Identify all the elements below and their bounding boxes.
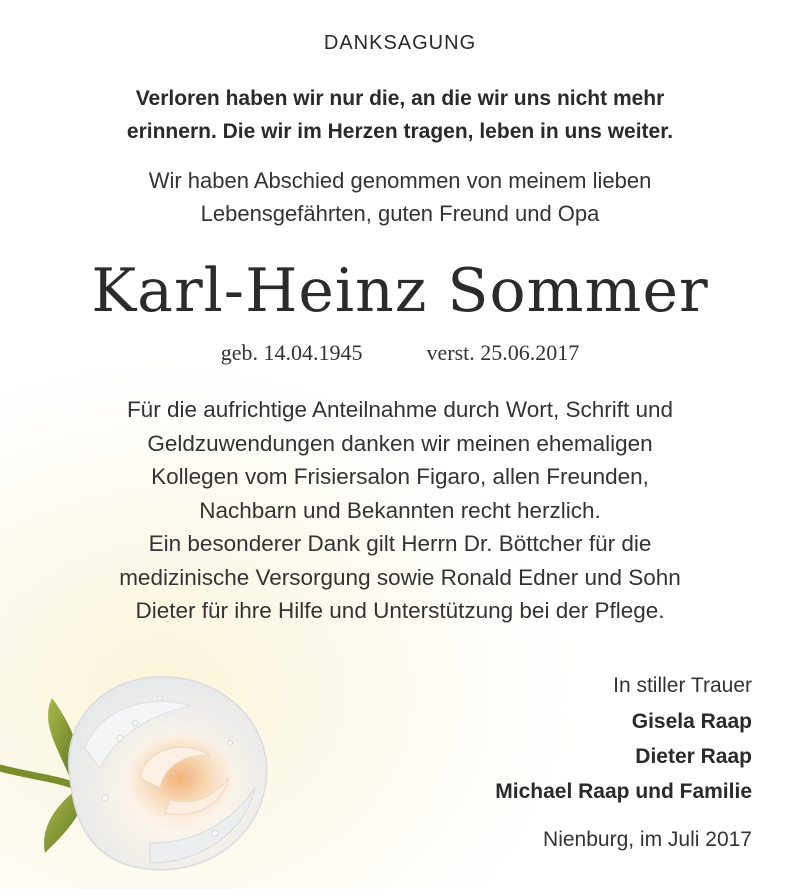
motto-line: erinnern. Die wir im Herzen tragen, leben in uns weiter. — [126, 120, 674, 143]
death-date: verst. 25.06.2017 — [426, 340, 580, 365]
thanks-line: Geldzuwendungen danken wir meinen ehemaligen — [147, 430, 653, 456]
birth-date: geb. 14.04.1945 — [220, 340, 363, 365]
thanks-line: Kollegen vom Frisiersalon Figaro, allen Freunden, — [151, 464, 649, 489]
thanks-line: Nachbarn und Bekannten recht herzlich. — [199, 497, 601, 523]
thanks-paragraph — [0, 393, 800, 628]
motto-quote — [0, 82, 800, 148]
thanks-line: medizinische Versorgung sowie Ronald Edner und Sohn — [119, 564, 681, 590]
signoff-block — [495, 668, 752, 857]
farewell-line: Lebensgefährten, guten Freund und Opa — [200, 201, 600, 226]
family-member: Dieter Raap — [635, 745, 752, 768]
farewell-text — [0, 164, 800, 230]
place-date: Nienburg, im Juli 2017 — [543, 828, 752, 851]
motto-line: Verloren haben wir nur die, an die wir uns nicht mehr — [135, 87, 665, 110]
deceased-name: Karl-Heinz Sommer — [91, 256, 709, 326]
white-rose-icon — [0, 628, 300, 889]
farewell-line: Wir haben Abschied genommen von meinem lieben — [148, 168, 652, 193]
family-member: Gisela Raap — [631, 710, 752, 733]
thanks-line: Ein besonderer Dank gilt Herrn Dr. Böttcher für die — [148, 531, 652, 556]
life-dates — [0, 340, 800, 366]
family-member: Michael Raap und Familie — [495, 780, 752, 803]
mourning-line: In stiller Trauer — [613, 674, 752, 697]
notice-heading: DANKSAGUNG — [323, 32, 477, 54]
thanks-line: Für die aufrichtige Anteilnahme durch Wort, Schrift und — [126, 397, 674, 422]
thanks-line: Dieter für ihre Hilfe und Unterstützung bei der Pflege. — [135, 598, 665, 623]
